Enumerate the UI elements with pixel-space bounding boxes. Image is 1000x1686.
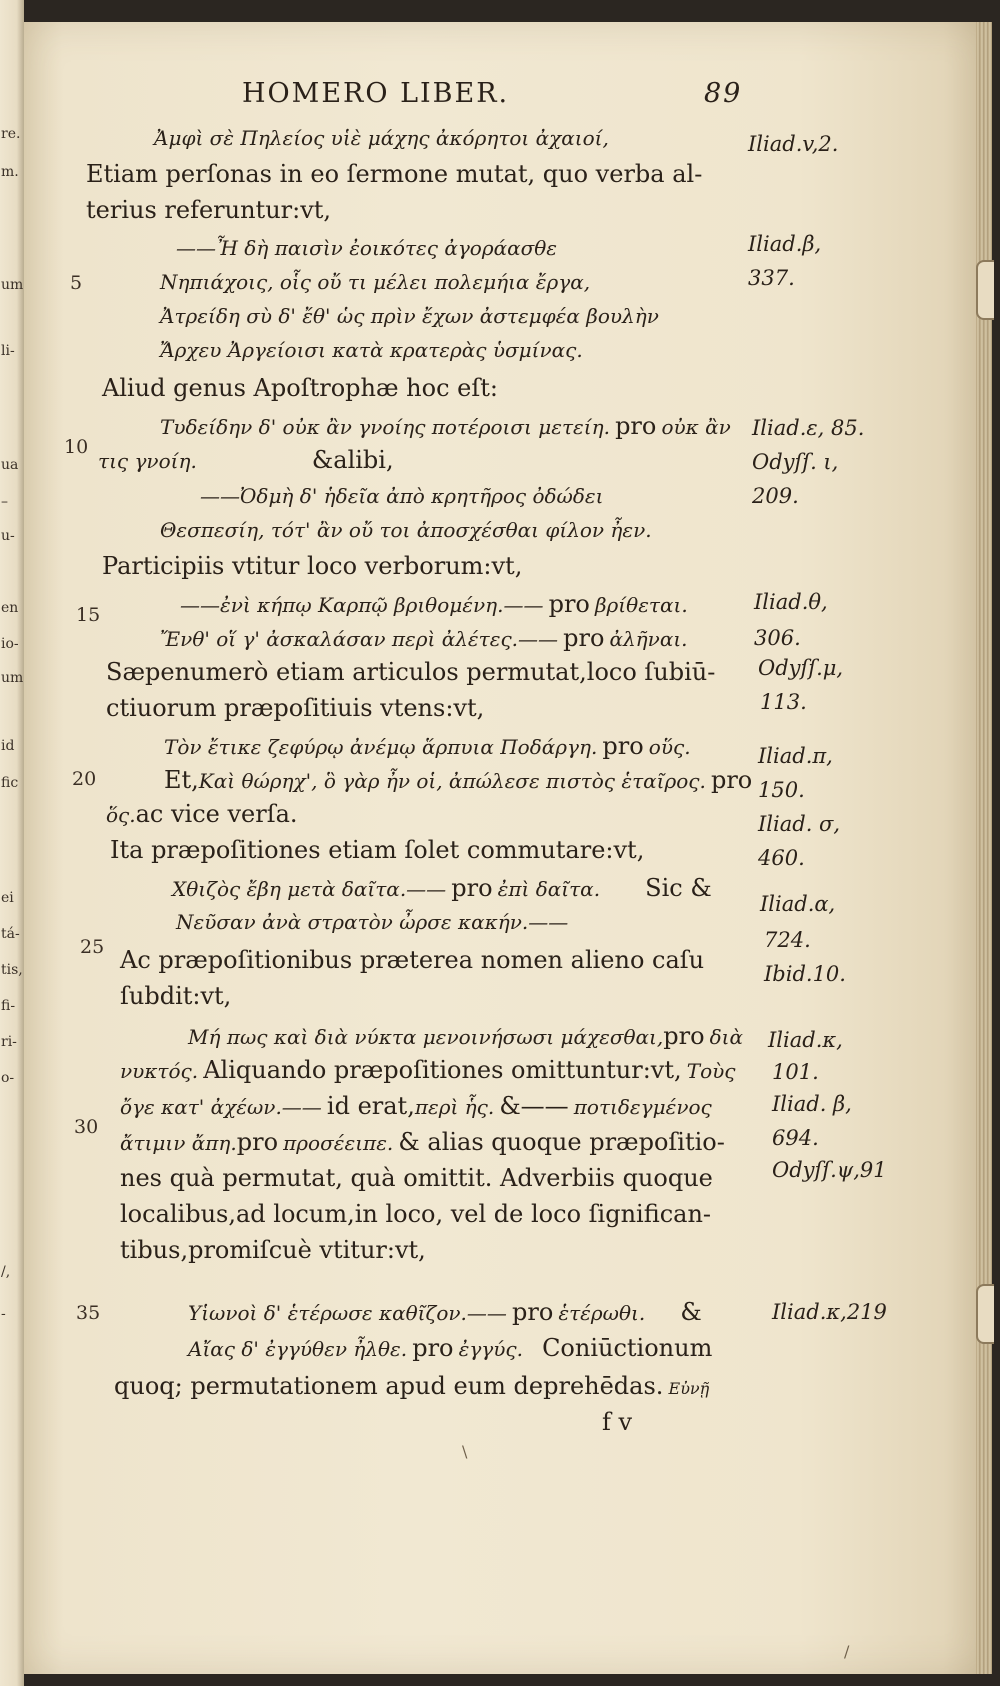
greek-text: ἐγγύς. xyxy=(458,1337,523,1361)
margin-fragment: – xyxy=(1,494,8,510)
margin-fragment: - xyxy=(1,1306,6,1322)
text-line: Νεῦσαν ἀνὰ στρατὸν ὦρσε κακήν.—— xyxy=(176,910,569,934)
text-line xyxy=(160,412,731,440)
latin-text: id erat, xyxy=(326,1092,415,1120)
greek-text: περὶ ἧς. xyxy=(414,1095,495,1119)
line-number: 25 xyxy=(80,936,105,958)
latin-text: pro xyxy=(602,732,644,760)
text-line xyxy=(120,1092,712,1120)
margin-note: Iliad. σ, xyxy=(758,812,841,836)
text-line: ſubdit:vt, xyxy=(120,982,232,1010)
greek-text: Ἔνθ' οἵ γ' ἀσκαλάσαν περὶ ἀλέτες.—— xyxy=(160,627,559,651)
text-line: localibus,ad locum,in loco, vel de loco ſignifican- xyxy=(120,1200,712,1228)
latin-text: &—— xyxy=(499,1092,569,1120)
ink-speck: \ xyxy=(462,1442,468,1461)
line-number: 30 xyxy=(74,1116,99,1138)
text-line xyxy=(98,446,394,474)
greek-text: προσέειπε. xyxy=(283,1131,394,1155)
greek-text: ἀλῆναι. xyxy=(609,627,688,651)
latin-text: & xyxy=(680,1298,702,1326)
signature-mark: f v xyxy=(602,1408,633,1436)
greek-text: ἄτιμιν ἄπη. xyxy=(120,1131,237,1155)
margin-note: Iliad.κ, xyxy=(768,1028,843,1052)
latin-text: Coniūctionum xyxy=(542,1334,713,1362)
line-number: 15 xyxy=(76,604,101,626)
margin-note: Odyſſ.μ, xyxy=(758,656,844,680)
text-line xyxy=(188,1334,712,1362)
margin-fragment: ua xyxy=(1,457,19,473)
margin-fragment: tá- xyxy=(1,926,20,942)
page-tab xyxy=(976,260,994,320)
text-line xyxy=(188,1298,702,1326)
margin-note: Iliad.ε, 85. xyxy=(752,416,865,440)
greek-text: νυκτός. xyxy=(120,1059,199,1083)
margin-fragment: u- xyxy=(1,528,15,544)
greek-text: οὐκ ἂν xyxy=(661,415,731,439)
text-line xyxy=(172,874,712,902)
margin-note: Iliad.β, xyxy=(748,232,822,256)
text-line: ctiuorum præpoſitiuis vtens:vt, xyxy=(106,694,485,722)
previous-page-edge xyxy=(0,0,24,1686)
book-page xyxy=(24,22,992,1674)
latin-text: pro xyxy=(548,590,590,618)
text-line: ——Ὀδμὴ δ' ἡδεῖα ἀπὸ κρητῆρος ὀδώδει xyxy=(200,484,604,508)
text-line xyxy=(120,1056,735,1084)
text-line: ——Ἦ δὴ παισὶν ἐοικότες ἀγοράασθε xyxy=(176,236,558,260)
latin-text: &alibi, xyxy=(311,446,394,474)
text-line: Participiis vtitur loco verborum:vt, xyxy=(102,552,523,580)
margin-note: 101. xyxy=(772,1060,819,1084)
margin-fragment: tis, xyxy=(1,962,23,978)
margin-fragment: io- xyxy=(1,636,19,652)
text-line xyxy=(106,800,298,828)
text-line xyxy=(120,1128,725,1156)
margin-note: Iliad.v,2. xyxy=(748,132,839,156)
text-line: Θεσπεσίη, τότ' ἂν οὔ τοι ἀποσχέσθαι φίλον ἦεν. xyxy=(160,518,652,542)
text-line xyxy=(164,766,752,794)
text-line: Ita præpoſitiones etiam ſolet commutare:vt, xyxy=(110,836,645,864)
margin-note: 337. xyxy=(748,266,795,290)
text-line: Ἀτρείδη σὺ δ' ἔθ' ὡς πρὶν ἔχων ἀστεμφέα βουλὴν xyxy=(160,304,659,328)
latin-text: pro xyxy=(710,766,753,794)
ink-speck: / xyxy=(844,1642,850,1661)
latin-text: pro xyxy=(663,1022,705,1050)
greek-text: οὕς. xyxy=(648,735,691,759)
greek-text: Τυδείδην δ' οὐκ ἂν γνοίης ποτέροισι μετείη. xyxy=(160,415,610,439)
margin-note: Iliad.θ, xyxy=(754,590,828,614)
text-line: Νηπιάχοις, οἷς οὔ τι μέλει πολεμήια ἔργα, xyxy=(160,270,591,294)
text-line xyxy=(160,624,688,652)
text-line: Aliud genus Apoſtrophæ hoc eſt: xyxy=(102,374,498,402)
latin-text: pro xyxy=(236,1128,279,1156)
margin-note: Iliad.κ,219 xyxy=(772,1300,887,1324)
margin-note: 460. xyxy=(758,846,805,870)
margin-note: Odyſſ.ψ,91 xyxy=(772,1158,887,1182)
latin-text: pro xyxy=(511,1298,554,1326)
margin-fragment: id xyxy=(1,738,15,754)
margin-note: 306. xyxy=(754,626,801,650)
latin-text: quoq; permutationem apud eum deprehēdas. xyxy=(114,1372,664,1400)
text-line xyxy=(180,590,688,618)
margin-note: 209. xyxy=(752,484,799,508)
greek-text: Χθιζὸς ἔβη μετὰ δαῖτα.—— xyxy=(172,877,447,901)
latin-text: ac vice verſa. xyxy=(135,800,298,828)
text-line: Sæpenumerò etiam articulos permutat,loco ſubiū- xyxy=(106,658,716,686)
greek-text: Αἴας δ' ἐγγύθεν ἦλθε. xyxy=(188,1337,408,1361)
text-line xyxy=(188,1022,743,1050)
greek-text: ποτιδεγμένος xyxy=(573,1095,712,1119)
margin-fragment: /, xyxy=(1,1264,11,1280)
page-number: 89 xyxy=(704,78,743,109)
running-header: HOMERO LIBER. xyxy=(242,78,510,109)
greek-text: ἑτέρωθι. xyxy=(558,1301,646,1325)
latin-text: pro xyxy=(412,1334,454,1362)
text-line: nes quà permutat, quà omittit. Adverbiis quoque xyxy=(120,1164,713,1192)
margin-fragment: fi- xyxy=(1,998,16,1014)
margin-note: Iliad.π, xyxy=(758,744,833,768)
greek-text: διὰ xyxy=(709,1025,744,1049)
margin-note: Odyſſ. ι, xyxy=(752,450,839,474)
greek-text: τις γνοίη. xyxy=(98,449,197,473)
text-line: terius referuntur:vt, xyxy=(86,196,332,224)
greek-text: Τοὺς xyxy=(686,1059,736,1083)
greek-text: ἐπὶ δαῖτα. xyxy=(497,877,601,901)
margin-fragment: fic xyxy=(1,775,19,791)
greek-text: Τὸν ἔτικε ζεφύρῳ ἀνέμῳ ἅρπυια Ποδάργη. xyxy=(164,735,598,759)
latin-text: & alias quoque præpoſitio- xyxy=(398,1128,725,1156)
margin-note: Iliad. β, xyxy=(772,1092,852,1116)
greek-text: ὄγε κατ' ἀχέων.—— xyxy=(120,1095,322,1119)
margin-fragment: o- xyxy=(1,1070,15,1086)
margin-fragment: m. xyxy=(1,164,19,180)
margin-note: Ibid.10. xyxy=(764,962,846,986)
greek-text: ——ἐνὶ κήπῳ Καρπῷ βριθομένη.—— xyxy=(180,593,544,617)
margin-fragment: ri- xyxy=(1,1034,17,1050)
latin-text: pro xyxy=(563,624,605,652)
catchword: Εὐνῇ xyxy=(668,1379,710,1398)
margin-note: Iliad.α, xyxy=(760,892,836,916)
text-line: Ἀμφὶ σὲ Πηλείος υἱὲ μάχης ἀκόρητοι ἀχαιοί, xyxy=(154,126,609,150)
latin-text: Sic & xyxy=(645,874,712,902)
margin-fragment: um xyxy=(1,277,24,293)
latin-text: pro xyxy=(451,874,493,902)
line-number: 5 xyxy=(70,272,83,294)
line-number: 20 xyxy=(72,768,97,790)
text-line: Ac præpoſitionibus præterea nomen alieno caſu xyxy=(120,946,705,974)
margin-note: 113. xyxy=(760,690,807,714)
greek-text: Καὶ θώρηχ', ὃ γὰρ ἦν οἱ, ἀπώλεσε πιστὸς ἑταῖρος. xyxy=(198,769,706,793)
greek-text: Υἱωνοὶ δ' ἑτέρωσε καθῖζον.—— xyxy=(188,1301,507,1325)
text-line: Etiam perſonas in eo ſermone mutat, quo verba al- xyxy=(86,160,703,188)
margin-note: 150. xyxy=(758,778,805,802)
page-tab xyxy=(976,1284,994,1344)
line-number: 35 xyxy=(76,1302,101,1324)
text-line xyxy=(164,732,691,760)
margin-fragment: li- xyxy=(1,343,15,359)
margin-fragment: en xyxy=(1,600,19,616)
text-line: tibus,promiſcuè vtitur:vt, xyxy=(120,1236,426,1264)
latin-text: Et, xyxy=(164,766,199,794)
latin-text: Aliquando præpoſitiones omittuntur:vt, xyxy=(203,1056,682,1084)
greek-text: Μή πως καὶ διὰ νύκτα μενοινήσωσι μάχεσθαι, xyxy=(188,1025,664,1049)
margin-fragment: ei xyxy=(1,890,14,906)
margin-fragment: um xyxy=(1,670,24,686)
greek-text: ὅς. xyxy=(106,803,136,827)
text-line xyxy=(114,1372,709,1400)
margin-fragment: re. xyxy=(1,126,21,142)
margin-note: 724. xyxy=(764,928,811,952)
margin-note: 694. xyxy=(772,1126,819,1150)
text-line: Ἄρχευ Ἀργείοισι κατὰ κρατερὰς ὑσμίνας. xyxy=(160,338,583,362)
greek-text: βρίθεται. xyxy=(594,593,688,617)
latin-text: pro xyxy=(615,412,657,440)
line-number: 10 xyxy=(64,436,89,458)
